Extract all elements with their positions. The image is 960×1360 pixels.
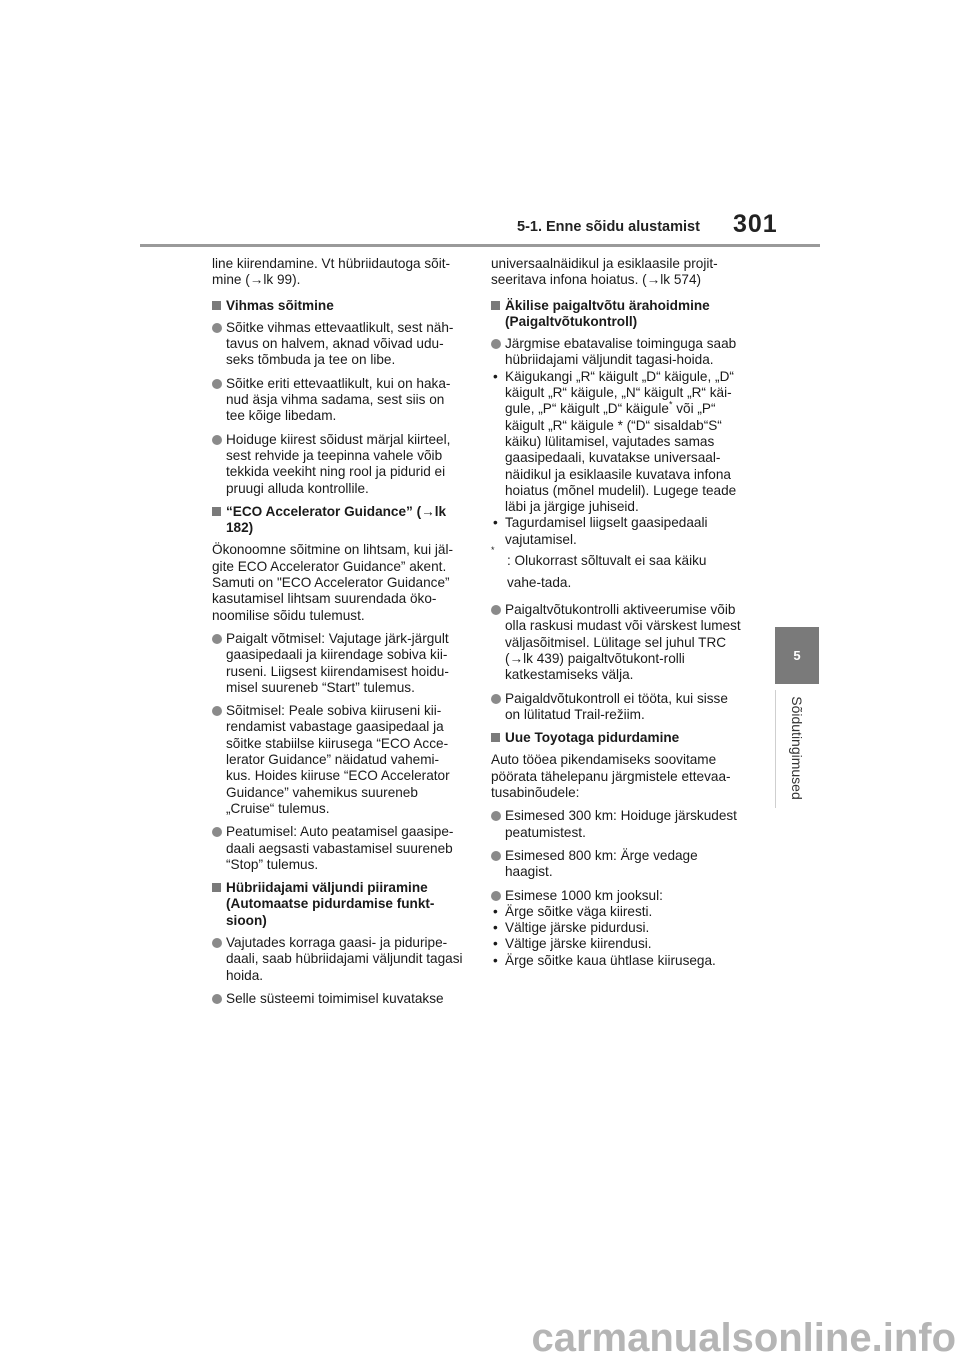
section-title: 5-1. Enne sõidu alustamist [517,219,700,235]
square-bullet-icon [491,301,500,310]
list-item: Selle süsteemi toimimisel kuvatakse [212,991,464,1007]
list-item: Esimesed 300 km: Hoiduge järskudest peatumistest. [491,808,743,841]
list-item: Vajutades korraga gaasi- ja piduripe-daali, saab hübriidajami väljundit tagasi hoida. [212,935,464,984]
sub-list-item: • Käigukangi „R“ käigult „D“ käigule, „D“ käigult „R“ käigule, „N“ käigult „R“ käi-gule, „P“ käigult „D“ käigule* või „P“ käigult „R“ käigule * (“D“ sisaldab“S“ käiku) lülitamisel, vajutades samas gaasipedaali, kuvatakse universaal-näidikul ja esiklaasile kuvatava infona hoiatus (mõnel mudelil). Lugege teade läbi ja järgige juhiseid. [493,368,737,515]
new-toyota-paragraph: Auto tööea pikendamiseks soovitame pöörata tähelepanu järgmistele ettevaa-tusabinõudele: [491,752,731,801]
page-number: 301 [733,210,778,238]
round-bullet-icon [491,605,501,615]
sub-list-item: • Ärge sõitke kaua ühtlase kiirusega. [493,952,716,968]
square-bullet-icon [212,507,221,516]
round-bullet-icon [212,827,222,837]
list-item: Hoiduge kiirest sõidust märjal kiirteel, sest rehvide ja teepinna vahele võib tekkida veekiht ning rool ja pidurid ei pruugi alluda kontrollile. [212,432,464,497]
left-column [212,256,464,1014]
square-bullet-icon [491,733,500,742]
square-bullet-icon [212,301,221,310]
sub-list-item: • Tagurdamisel liigselt gaasipedaali vajutamisel. [493,515,708,547]
round-bullet-icon [491,891,501,901]
list-item: Järgmise ebatavalise toiminguga saab hübriidajami väljundit tagasi-hoida. [491,336,743,369]
round-bullet-icon [212,634,222,644]
chapter-tab: 5 [775,627,819,684]
section-heading-sudden-start: Äkilise paigaltvõtu ärahoidmine (Paigaltvõtukontroll) [491,298,743,331]
list-item: Esimese 1000 km jooksul: [491,888,743,904]
list-item: Esimesed 800 km: Ärge vedage haagist. [491,848,743,881]
list-item: Paigalt võtmisel: Vajutage järk-järgult gaasipedaali ja kiirendage sobiva kii-ruseni. Liigsest kiirendamisest hoidu-misel suureneb “Start” tulemus. [212,631,464,696]
sub-list-item: • Vältige järske pidurdusi. [493,920,650,936]
square-bullet-icon [212,883,221,892]
round-bullet-icon [212,379,222,389]
sub-list-item: • Ärge sõitke väga kiiresti. [493,903,653,919]
list-item: Paigaldvõtukontroll ei tööta, kui sisse on lülitatud Trail-režiim. [491,691,743,724]
list-item: Peatumisel: Auto peatamisel gaasipe-daali aegsasti vabastamisel suureneb “Stop” tulemus. [212,824,464,873]
round-bullet-icon [212,994,222,1004]
list-item: Sõitke vihmas ettevaatlikult, sest näh-tavus on halvem, aknad võivad udu-seks tõmbuda ja tee on libe. [212,320,464,369]
sub-list-item: • Vältige järske kiirendusi. [493,936,652,952]
chapter-label: Sõidutingimused [789,696,805,800]
watermark: carmanualsonline.info [531,1316,956,1360]
header-divider [140,244,820,247]
list-item: Sõitke eriti ettevaatlikult, kui on haka-nud äsja vihma sadama, sest siis on tee kõige libedam. [212,376,464,425]
round-bullet-icon [212,706,222,716]
list-item: Sõitmisel: Peale sobiva kiiruseni kii-rendamist vabastage gaasipedaal ja sõitke stabiilse kiirusega “ECO Acce-lerator Guidance” näidatud vahemi-kus. Hoides kiiruse “ECO Accelerator Guidance” vahemikus suureneb „Cruise“ tulemus. [212,703,464,817]
round-bullet-icon [491,811,501,821]
continued-paragraph: universaalnäidikul ja esiklaasile projit-seeritava infona hoiatus. (→lk 574) [491,256,718,288]
right-column [491,256,743,969]
section-heading-hybrid: Hübriidajami väljundi piiramine (Automaatse pidurdamise funkt-sioon) [212,880,464,929]
round-bullet-icon [212,938,222,948]
section-heading-new-toyota: Uue Toyotaga pidurdamine [491,730,743,746]
eco-paragraph: Ökonoomne sõitmine on lihtsam, kui jäl-gite ECO Accelerator Guidance” akent. Samuti on "ECO Accelerator Guidance” kasutamisel lihtsam suurendada öko-noomilise sõidu tulemust. [212,542,454,623]
section-heading-eco: “ECO Accelerator Guidance” (→lk 182) [212,504,464,537]
section-heading-rain: Vihmas sõitmine [212,298,464,314]
round-bullet-icon [491,694,501,704]
list-item: Paigaltvõtukontrolli aktiveerumise võib olla raskusi mudast või värskest lumest väljasõitmisel. Lülitage sel juhul TRC (→lk 439) paigaltvõtukont-rolli katkestamiseks välja. [491,602,743,683]
round-bullet-icon [491,851,501,861]
round-bullet-icon [491,339,501,349]
intro-paragraph: line kiirendamine. Vt hübriidautoga sõit-mine (→lk 99). [212,256,451,288]
round-bullet-icon [212,323,222,333]
round-bullet-icon [212,435,222,445]
footnote: * : Olukorrast sõltuvalt ei saa käiku vahe-tada. [491,545,707,591]
